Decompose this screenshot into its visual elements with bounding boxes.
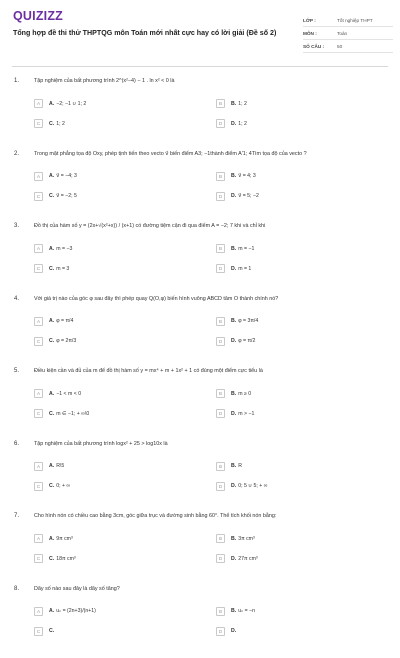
option-checkbox[interactable]: C [34,337,43,346]
option-letter: D. [231,338,236,344]
answer-option[interactable] [216,408,254,419]
answer-option[interactable] [34,171,77,182]
answer-option[interactable] [216,481,267,492]
option-text: 18π cm³ [56,556,75,562]
question-text: Trong mặt phẳng tọa độ Oxy, phép tịnh tiến theo vecto v⃗ biến điểm A3; −1thành điểm A'1; 4Tìm tọa độ của vecto ? [34,151,307,157]
option-checkbox[interactable]: D [216,192,225,201]
answer-option[interactable] [34,118,65,129]
option-text: uₙ = (2n+3)/(n+1) [56,608,96,614]
answer-option[interactable] [34,243,72,254]
option-letter: C. [49,556,54,562]
option-text: 0; 5 ∪ 5; + ∞ [238,483,267,489]
answer-option[interactable] [34,316,73,327]
option-letter: A. [49,101,54,107]
option-text: v⃗ = 4; 3 [238,173,256,179]
option-letter: C. [49,193,54,199]
document-title: Tổng hợp đề thi thử THPTQG môn Toán mới nhất cực hay có lời giải (Đề số 2) [13,29,283,38]
question-block [0,368,400,441]
option-letter: D. [231,556,236,562]
option-letter: C. [49,121,54,127]
option-checkbox[interactable]: C [34,627,43,636]
option-letter: A. [49,173,54,179]
question-number: 4. [14,296,19,302]
answer-option[interactable] [216,336,255,347]
answer-option[interactable] [34,481,70,492]
question-block [0,78,400,151]
meta-value: 50 [337,44,342,49]
option-checkbox[interactable]: D [216,264,225,273]
option-text: R\5 [56,463,64,469]
option-checkbox[interactable]: B [216,244,225,253]
option-checkbox[interactable]: A [34,607,43,616]
option-checkbox[interactable]: B [216,607,225,616]
option-text: φ = 2π/3 [56,338,76,344]
question-number: 1. [14,78,19,84]
header [0,0,400,62]
quizizz-logo: QUIZIZZ [13,10,388,22]
question-number: 3. [14,223,19,229]
answer-option[interactable] [216,263,251,274]
option-letter: A. [49,536,54,542]
option-checkbox[interactable]: B [216,172,225,181]
question-block [0,223,400,296]
option-text: 1; 2 [56,121,65,127]
option-text: 1; 2 [238,101,247,107]
option-text: m = 3 [56,266,69,272]
question-block [0,513,400,586]
option-checkbox[interactable]: C [34,119,43,128]
option-checkbox[interactable]: B [216,317,225,326]
answer-option[interactable] [216,118,247,129]
answer-option[interactable] [216,388,251,399]
meta-table [303,14,393,53]
option-letter: C. [49,338,54,344]
option-checkbox[interactable]: B [216,389,225,398]
question-block [0,441,400,514]
option-checkbox[interactable]: D [216,627,225,636]
question-text: Tập nghiệm của bất phương trình 2^(x²−4) − 1 . ln x² < 0 là [34,78,174,84]
option-letter: A. [49,391,54,397]
option-checkbox[interactable]: A [34,172,43,181]
option-text: v⃗ = −4; 3 [56,173,77,179]
option-letter: B. [231,536,236,542]
question-text: Điều kiện cần và đủ của m để đồ thị hàm số y = mx⁴ + m + 1x² + 1 có đúng một điểm cực tiểu là [34,368,263,374]
question-text: Đồ thị của hàm số y = (2x+√(x²+x)) / (x+1) có đường tiệm cận đi qua điểm A = −2; 7 khi và chỉ khi [34,223,265,229]
meta-key: LỚP : [303,18,337,23]
option-letter: D. [231,483,236,489]
option-text: φ = π/4 [56,318,73,324]
option-checkbox[interactable]: D [216,409,225,418]
option-checkbox[interactable]: C [34,264,43,273]
question-number: 7. [14,513,19,519]
option-checkbox[interactable]: D [216,554,225,563]
option-letter: B. [231,101,236,107]
option-letter: D. [231,628,236,634]
option-checkbox[interactable]: D [216,337,225,346]
option-letter: A. [49,608,54,614]
option-text: 3π cm³ [238,536,255,542]
option-text: 1; 2 [238,121,247,127]
option-letter: C. [49,266,54,272]
meta-row-count [303,40,393,53]
option-letter: A. [49,318,54,324]
answer-option[interactable] [34,263,69,274]
option-text: v⃗ = −2; 5 [56,193,77,199]
answer-option[interactable] [216,533,255,544]
option-letter: C. [49,411,54,417]
answer-option[interactable] [34,388,81,399]
option-checkbox[interactable]: A [34,462,43,471]
option-text: 9π cm³ [56,536,73,542]
answer-option[interactable] [216,316,258,327]
answer-option[interactable] [34,461,64,472]
option-letter: B. [231,246,236,252]
option-text: m = −3 [56,246,72,252]
answer-option[interactable] [216,171,256,182]
meta-key: SỐ CÂU : [303,44,337,49]
answer-option[interactable] [34,606,96,617]
option-text: φ = π/2 [238,338,255,344]
option-checkbox[interactable]: A [34,99,43,108]
meta-row-grade [303,14,393,27]
option-checkbox[interactable]: C [34,192,43,201]
answer-option[interactable] [34,336,76,347]
question-text: Tập nghiệm của bất phương trình logx² + 25 > log10x là [34,441,168,447]
answer-option[interactable] [34,408,89,419]
question-block [0,151,400,224]
option-text: m ≥ 0 [238,391,251,397]
option-text: m ∈ −1; + ∞\0 [56,411,89,417]
answer-option[interactable] [34,626,56,637]
option-text: v⃗ = 5; −2 [238,193,259,199]
option-letter: C. [49,483,54,489]
option-text: m = −1 [238,246,254,252]
option-checkbox[interactable]: B [216,99,225,108]
question-text: Dãy số nào sau đây là dãy số tăng? [34,586,120,592]
answer-option[interactable] [216,461,242,472]
option-letter: D. [231,121,236,127]
question-text: Cho hình nón có chiều cao bằng 3cm, góc giữa trục và đường sinh bằng 60°. Thể tích khối nón bằng: [34,513,276,519]
question-block [0,296,400,369]
option-text: φ = 3π/4 [238,318,258,324]
answer-option[interactable] [34,191,77,202]
answer-option[interactable] [216,626,238,637]
option-text: 27π cm³ [238,556,257,562]
answer-option[interactable] [34,98,86,109]
option-letter: C. [49,628,54,634]
option-letter: B. [231,318,236,324]
option-checkbox[interactable]: A [34,389,43,398]
answer-option[interactable] [34,553,76,564]
question-number: 5. [14,368,19,374]
option-checkbox[interactable]: A [34,534,43,543]
option-letter: A. [49,246,54,252]
question-number: 6. [14,441,19,447]
answer-option[interactable] [216,243,254,254]
option-text: −2; −1 ∪ 1; 2 [56,101,86,107]
option-letter: D. [231,193,236,199]
option-checkbox[interactable]: A [34,244,43,253]
answer-option[interactable] [216,553,258,564]
option-letter: B. [231,391,236,397]
meta-key: MÔN : [303,31,337,36]
option-text: uₙ = −n [238,608,255,614]
option-checkbox[interactable]: C [34,554,43,563]
option-checkbox[interactable]: D [216,482,225,491]
option-text: m > −1 [238,411,254,417]
answer-option[interactable] [216,191,259,202]
option-checkbox[interactable]: B [216,534,225,543]
option-letter: B. [231,173,236,179]
option-letter: B. [231,608,236,614]
option-checkbox[interactable]: C [34,482,43,491]
answer-option[interactable] [34,533,73,544]
option-checkbox[interactable]: B [216,462,225,471]
question-number: 2. [14,151,19,157]
question-text: Với giá trị nào của góc φ sau đây thì phép quay Q(O,φ) biến hình vuông ABCD tâm O thành chính nó? [34,296,278,302]
meta-row-subject [303,27,393,40]
meta-value: Tốt nghiệp THPT [337,18,373,23]
option-text: 0; + ∞ [56,483,70,489]
option-letter: A. [49,463,54,469]
option-text: R [238,463,242,469]
option-checkbox[interactable]: A [34,317,43,326]
answer-option[interactable] [216,606,255,617]
option-checkbox[interactable]: C [34,409,43,418]
question-number: 8. [14,586,19,592]
answer-option[interactable] [216,98,247,109]
option-text: −1 < m < 0 [56,391,81,397]
meta-value: Toán [337,31,347,36]
option-text: m = 1 [238,266,251,272]
header-divider [12,66,388,67]
question-block [0,586,400,658]
option-checkbox[interactable]: D [216,119,225,128]
option-letter: B. [231,463,236,469]
option-letter: D. [231,411,236,417]
option-letter: D. [231,266,236,272]
